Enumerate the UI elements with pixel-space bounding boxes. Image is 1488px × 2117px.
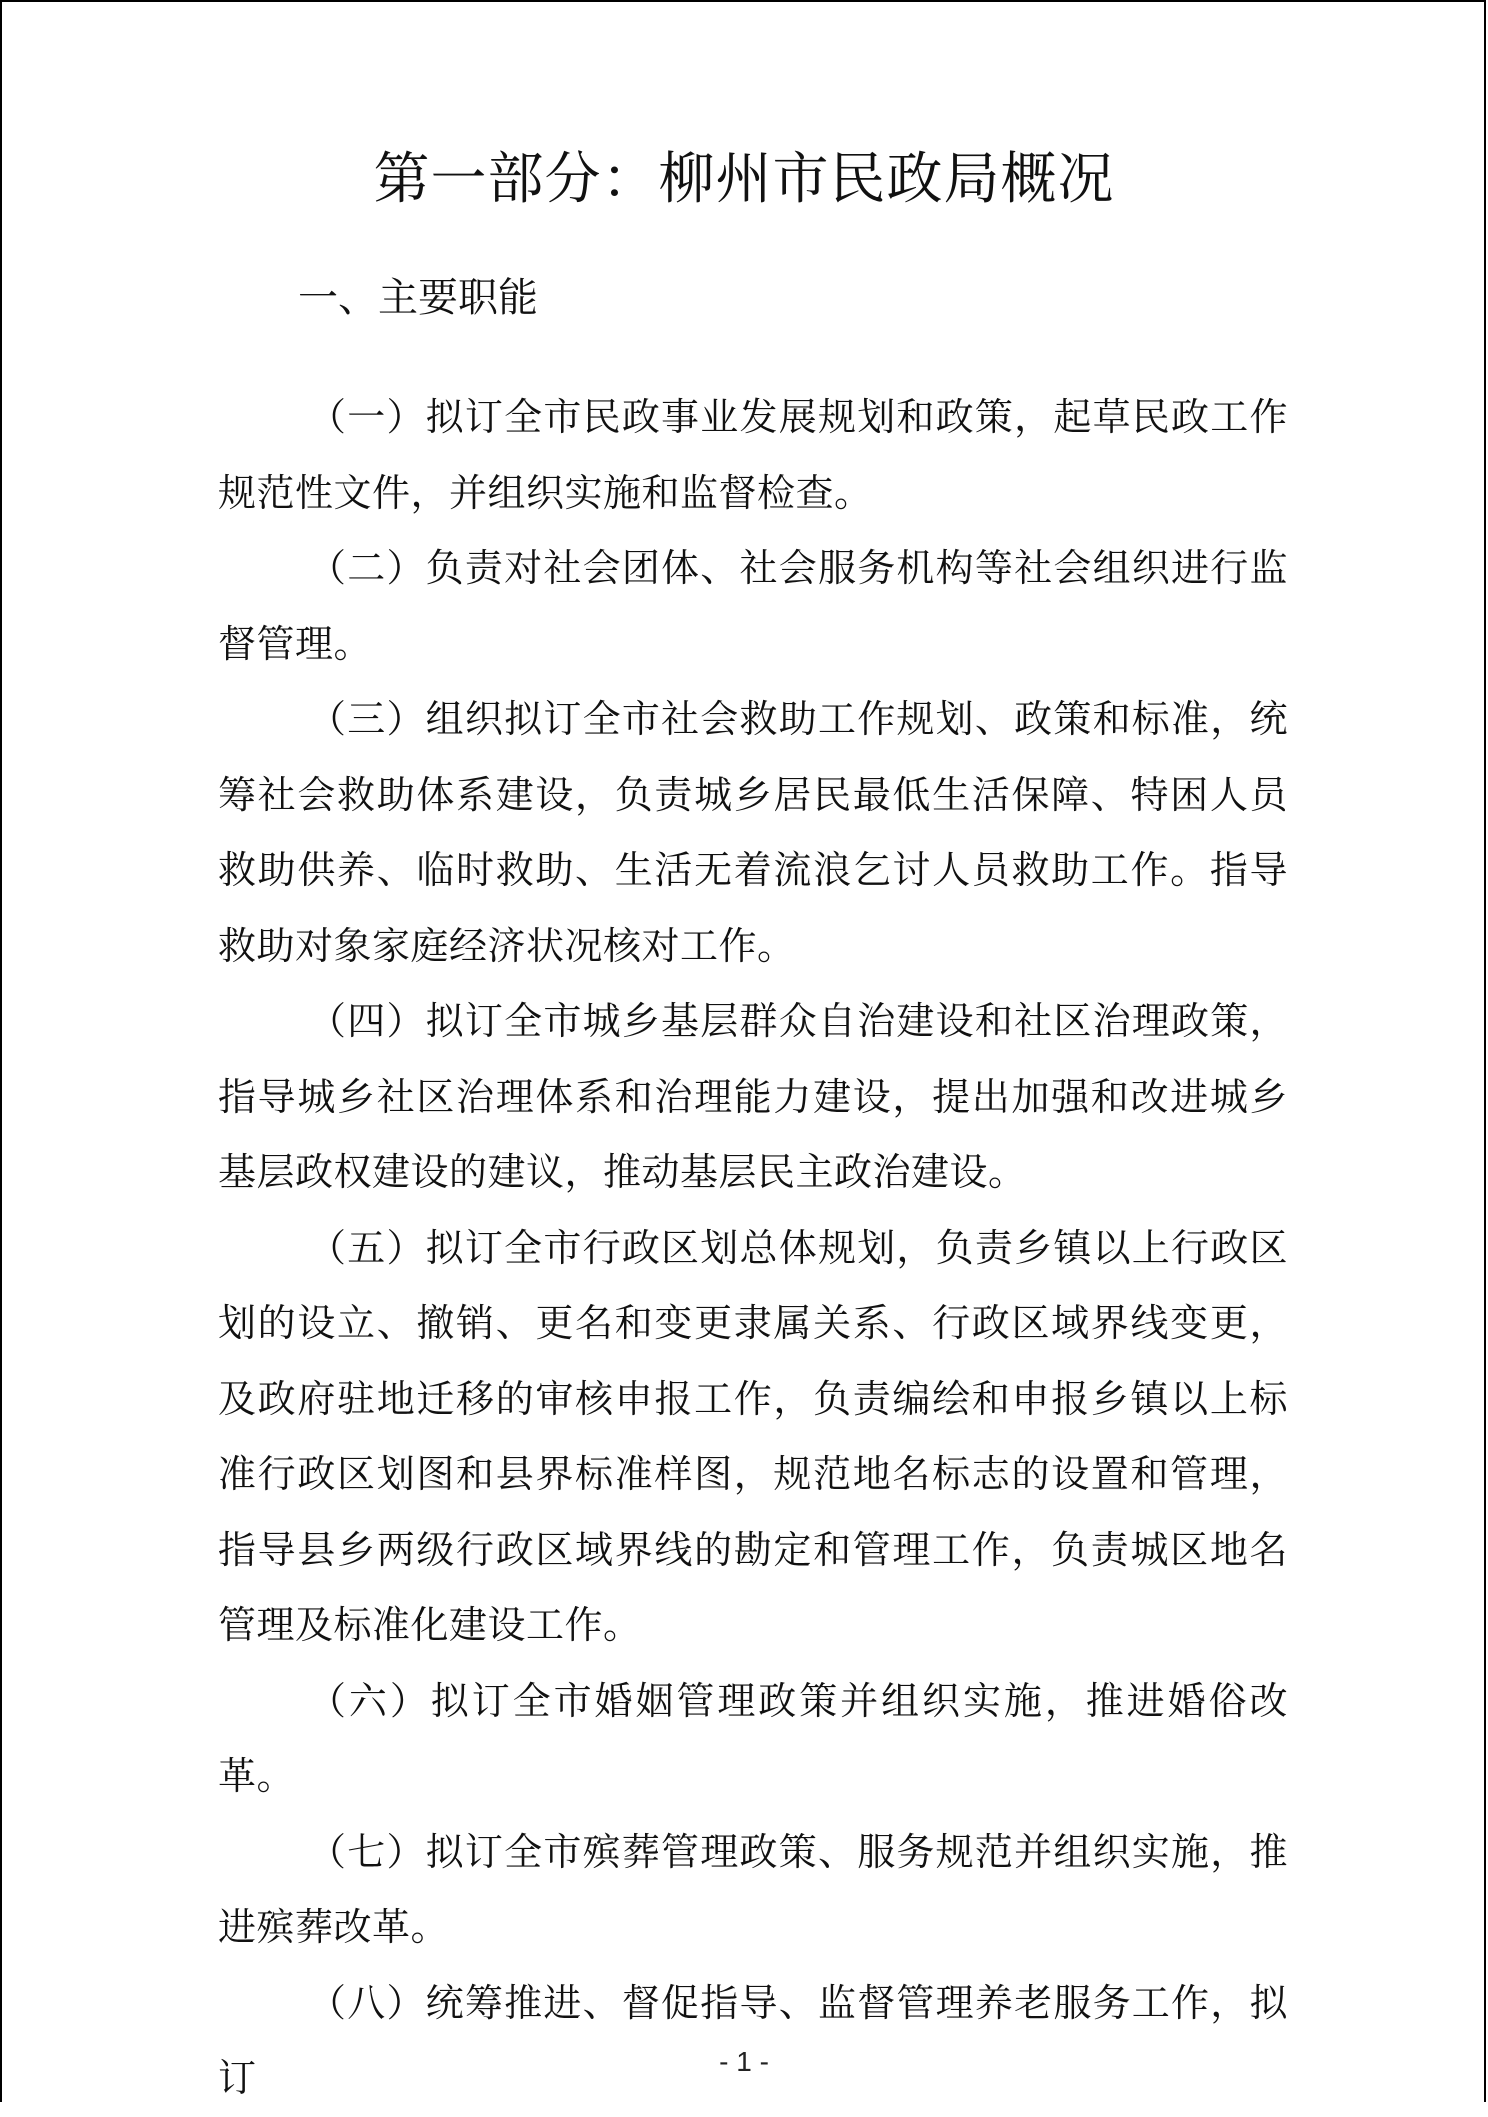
paragraph-3: （三）组织拟订全市社会救助工作规划、政策和标准，统筹社会救助体系建设，负责城乡居民最低生活保障、特困人员救助供养、临时救助、生活无着流浪乞讨人员救助工作。指导救助对象家庭经济状况核对工作。	[218, 697, 1288, 968]
paragraph-7: （七）拟订全市殡葬管理政策、服务规范并组织实施，推进殡葬改革。	[218, 1829, 1288, 1949]
paragraph-4: （四）拟订全市城乡基层群众自治建设和社区治理政策，指导城乡社区治理体系和治理能力建设，提出加强和改进城乡基层政权建设的建议，推动基层民主政治建设。	[218, 999, 1288, 1194]
paragraph-5: （五）拟订全市行政区划总体规划，负责乡镇以上行政区划的设立、撤销、更名和变更隶属关系、行政区域界线变更，及政府驻地迁移的审核申报工作，负责编绘和申报乡镇以上标准行政区划图和县界标准样图，规范地名标志的设置和管理，指导县乡两级行政区域界线的勘定和管理工作，负责城区地名管理及标准化建设工作。	[218, 1225, 1288, 1647]
paragraph-2: （二）负责对社会团体、社会服务机构等社会组织进行监督管理。	[218, 546, 1288, 666]
section-heading: 一、主要职能	[298, 275, 538, 321]
page-number: - 1 -	[719, 2046, 769, 2077]
paragraph-6: （六）拟订全市婚姻管理政策并组织实施，推进婚俗改革。	[218, 1678, 1288, 1798]
document-title: 第一部分：柳州市民政局概况	[373, 147, 1115, 212]
paragraph-1: （一）拟订全市民政事业发展规划和政策，起草民政工作规范性文件，并组织实施和监督检查。	[218, 395, 1288, 515]
document-body	[218, 380, 1288, 2117]
paragraph-8: （八）统筹推进、督促指导、监督管理养老服务工作，拟订	[218, 1980, 1288, 2100]
